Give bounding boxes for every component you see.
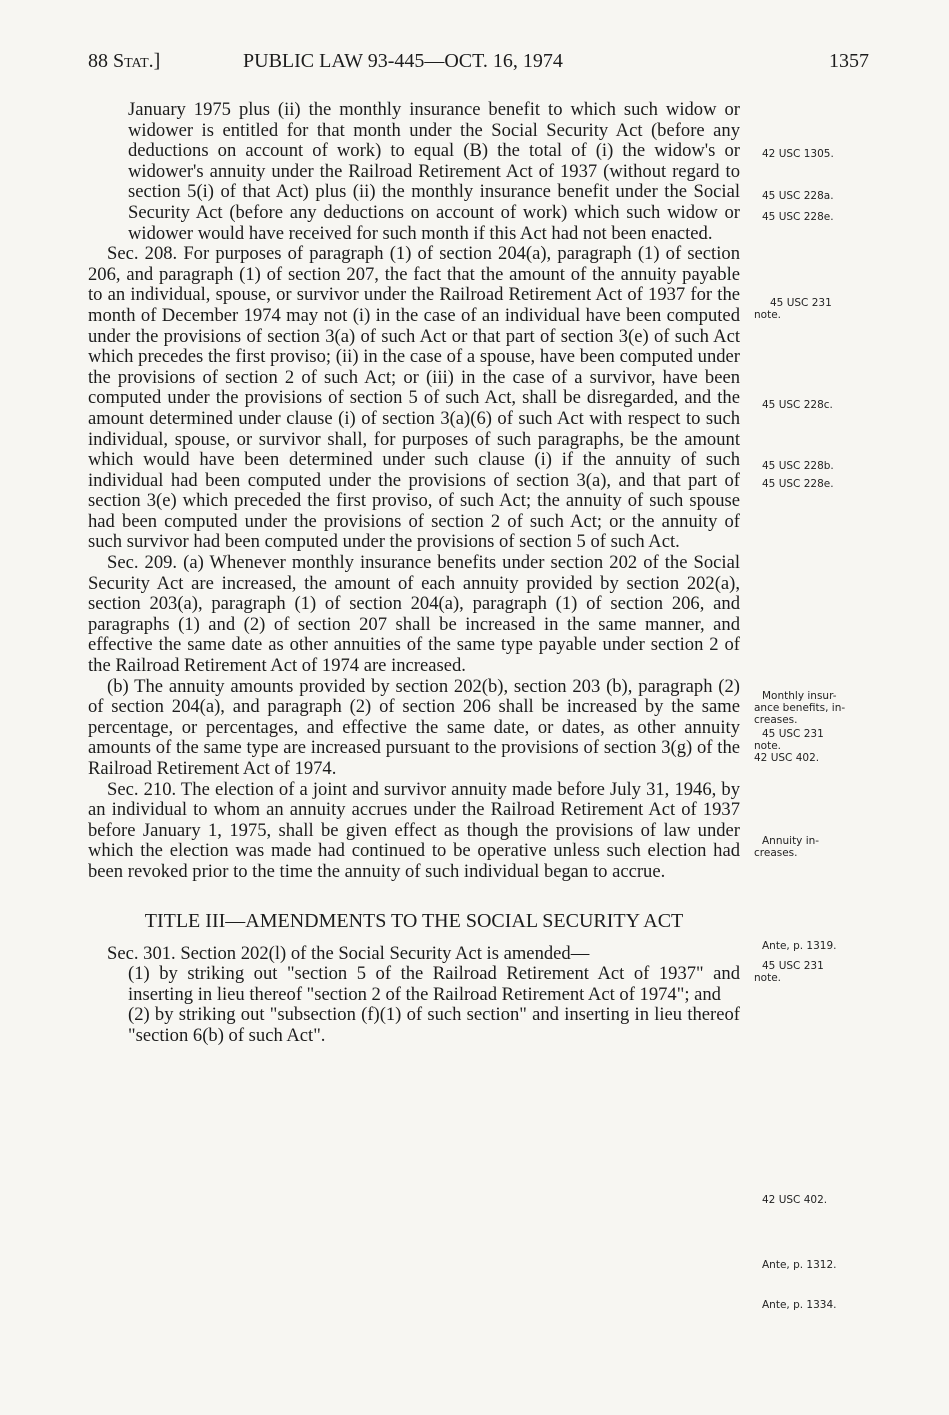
margin-note bbox=[754, 690, 872, 764]
paragraph-sec-301-intro: Sec. 301. Section 202(l) of the Social Security Act is amended— bbox=[107, 942, 590, 964]
margin-note: 42 USC 1305. bbox=[762, 148, 834, 160]
margin-note-line: Monthly insur- bbox=[762, 690, 837, 702]
margin-note-line: note. bbox=[754, 309, 781, 321]
margin-note: Ante, p. 1312. bbox=[762, 1259, 837, 1271]
paragraph-sec-209a: Sec. 209. (a) Whenever monthly insurance benefits under section 202 of the Social Security Act are increased, the amount of each annuity provided by section 202(a), section 203(a), paragraph (1) of section 204(a), paragraph (1) of section 206, and paragraphs (1) and (2) of section 207 shall be increased in the same manner, and effective the same date as other annuities of the same type payable under section 2 of the Railroad Retirement Act of 1974 are increased. bbox=[88, 552, 740, 677]
paragraph-sec-208: Sec. 208. For purposes of paragraph (1) of section 204(a), paragraph (1) of section 206, and paragraph (1) of section 207, the fact that the amount of the annuity payable to an individual, spouse, or survivor under the Railroad Retirement Act of 1937 for the month of December 1974 may not (i) in the case of an individual have been computed under the provisions of section 3(a) of such Act or that part of section 3(e) of such Act which precedes the first proviso; (ii) in the case of a spouse, have been computed under the provisions of section 2 of such Act; or (iii) in the case of a survivor, have been computed under the provisions of section 5 of such Act, shall be disregarded, and the amount determined under clause (i) of section 3(a)(6) of such Act with respect to such individual, spouse, or survivor shall, for purposes of such paragraphs, be the amount which would have been determined under such clause (i) if the annuity of such individual had been computed under the provisions of section 3(a), and that part of section 3(e) which preceded the first proviso, of such Act; the annuity of such spouse had been computed under the provisions of section 2 of such Act; or the annuity of such survivor had been computed under the provisions of section 5 of such Act. bbox=[88, 243, 740, 553]
paragraph-continuation: January 1975 plus (ii) the monthly insurance benefit to which such widow or widower is entitled for that month under the Social Security Act (before any deductions on account of work) to equal (B) the total of (i) the widow's or widower's annuity under the Railroad Retirement Act of 1937 (without regard to section 5(i) of that Act) plus (ii) the monthly insurance benefit under the Social Security Act (before any deductions on account of work) which such widow or widower would have received for such month if this Act had not been enacted. bbox=[128, 99, 740, 244]
header-public-law-title: PUBLIC LAW 93-445—OCT. 16, 1974 bbox=[243, 50, 563, 72]
margin-note: 45 USC 228e. bbox=[762, 211, 834, 223]
margin-note-line: Annuity in- bbox=[762, 835, 820, 847]
paragraph-sec-210: Sec. 210. The election of a joint and survivor annuity made before July 31, 1946, by an individual to whom an annuity accrues under the Railroad Retirement Act of 1937 before January 1, 1975, shall be given effect as though the provisions of law under which the election was made had continued to be operative unless such election had been revoked prior to the time the annuity of such individual began to accrue. bbox=[88, 778, 740, 882]
title-iii-heading: TITLE III—AMENDMENTS TO THE SOCIAL SECURITY ACT bbox=[144, 909, 684, 932]
header-statute-reference: 88 Stat.] bbox=[88, 50, 161, 72]
margin-note: Ante, p. 1319. bbox=[762, 940, 837, 952]
margin-note-line: 45 USC 231 bbox=[770, 297, 832, 309]
page-header bbox=[88, 50, 869, 78]
margin-note: 45 USC 228b. bbox=[762, 460, 834, 472]
main-text bbox=[88, 100, 740, 1047]
margin-note-line: 45 USC 231 bbox=[762, 728, 824, 740]
margin-note-line: creases. bbox=[754, 847, 798, 859]
page-number: 1357 bbox=[829, 50, 869, 72]
margin-note-line: note. bbox=[754, 972, 781, 984]
paragraph-sec-209b: (b) The annuity amounts provided by section 202(b), section 203 (b), paragraph (2) of section 204(a), and paragraph (2) of section 206 shall be increased by the same percentage, or percentages, and effective the same date, or dates, as other annuity amounts of the same type are increased pursuant to the provisions of section 3(g) of the Railroad Retirement Act of 1974. bbox=[88, 675, 740, 779]
margin-note-line: creases. bbox=[754, 714, 798, 726]
margin-note: 45 USC 228e. bbox=[762, 478, 834, 490]
margin-note bbox=[754, 835, 872, 859]
margin-note-line: ance benefits, in- bbox=[754, 702, 846, 714]
margin-note-line: note. bbox=[754, 740, 781, 752]
margin-note: 45 USC 228c. bbox=[762, 399, 833, 411]
margin-note: Ante, p. 1334. bbox=[762, 1299, 837, 1311]
margin-note: 42 USC 402. bbox=[762, 1194, 828, 1206]
margin-note bbox=[754, 960, 872, 984]
paragraph-sec-301-item-2: (2) by striking out "subsection (f)(1) of such section" and inserting in lieu thereof "section 6(b) of such Act". bbox=[128, 1004, 740, 1046]
margin-note bbox=[754, 297, 872, 321]
paragraph-sec-301-item-1: (1) by striking out "section 5 of the Railroad Retirement Act of 1937" and inserting in lieu thereof "section 2 of the Railroad Retirement Act of 1974"; and bbox=[128, 963, 740, 1005]
margin-note-line: 42 USC 402. bbox=[754, 752, 820, 764]
margin-note-line: 45 USC 231 bbox=[762, 960, 824, 972]
margin-note: 45 USC 228a. bbox=[762, 190, 834, 202]
